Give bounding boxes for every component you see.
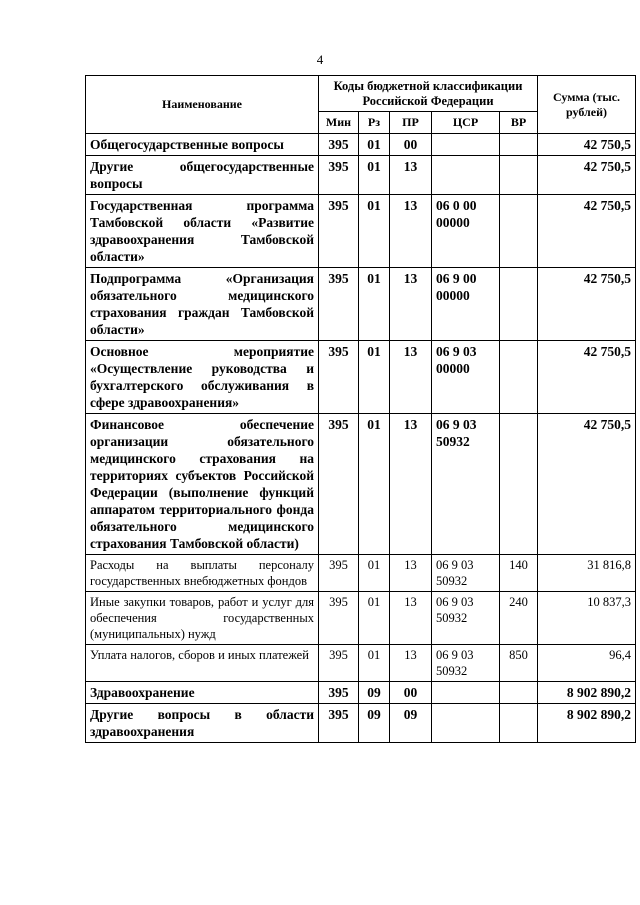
header-min: Мин [319,112,359,134]
cell-min: 395 [319,268,359,341]
cell-pr: 13 [390,268,432,341]
cell-name: Расходы на выплаты персоналу государственных внебюджетных фондов [86,555,319,592]
cell-min: 395 [319,682,359,704]
header-name: Наименование [86,76,319,134]
page-number: 4 [316,52,324,67]
cell-rz: 01 [359,341,390,414]
table-row [86,704,636,743]
cell-min: 395 [319,156,359,195]
cell-vr [500,682,538,704]
cell-min: 395 [319,134,359,156]
cell-csr [432,156,500,195]
cell-name: Другие вопросы в области здравоохранения [86,704,319,743]
cell-vr: 850 [500,645,538,682]
budget-table [85,75,636,743]
table-row [86,645,636,682]
table-body [86,134,636,743]
cell-csr: 06 9 03 00000 [432,341,500,414]
cell-csr [432,134,500,156]
cell-vr [500,134,538,156]
cell-rz: 01 [359,134,390,156]
cell-vr [500,156,538,195]
cell-csr: 06 9 03 50932 [432,645,500,682]
header-pr: ПР [390,112,432,134]
cell-sum: 42 750,5 [538,341,636,414]
cell-min: 395 [319,195,359,268]
cell-pr: 13 [390,555,432,592]
table-row [86,195,636,268]
cell-name: Уплата налогов, сборов и иных платежей [86,645,319,682]
cell-name: Подпрограмма «Организация обязательного медицинского страхования граждан Тамбовской области» [86,268,319,341]
cell-name: Финансовое обеспечение организации обязательного медицинского страхования на территориях субъектов Российской Федерации (выполнение функций аппаратом территориального фонда обязательного медицинского страхования Тамбовской области) [86,414,319,555]
cell-rz: 01 [359,414,390,555]
cell-csr [432,704,500,743]
cell-csr: 06 9 03 50932 [432,555,500,592]
table-row [86,341,636,414]
cell-vr [500,195,538,268]
cell-sum: 96,4 [538,645,636,682]
cell-vr: 240 [500,592,538,645]
cell-sum: 42 750,5 [538,414,636,555]
cell-vr [500,341,538,414]
table-row [86,682,636,704]
cell-sum: 31 816,8 [538,555,636,592]
cell-name: Основное мероприятие «Осуществление руководства и бухгалтерского обслуживания в сфере здравоохранения» [86,341,319,414]
table-row [86,555,636,592]
cell-min: 395 [319,645,359,682]
cell-rz: 09 [359,682,390,704]
cell-pr: 09 [390,704,432,743]
table-row [86,592,636,645]
cell-sum: 10 837,3 [538,592,636,645]
cell-sum: 8 902 890,2 [538,682,636,704]
cell-pr: 13 [390,341,432,414]
cell-vr [500,268,538,341]
header-sum: Сумма (тыс. рублей) [538,76,636,134]
cell-pr: 00 [390,134,432,156]
cell-pr: 00 [390,682,432,704]
cell-csr: 06 0 00 00000 [432,195,500,268]
cell-sum: 8 902 890,2 [538,704,636,743]
cell-name: Иные закупки товаров, работ и услуг для обеспечения государственных (муниципальных) нужд [86,592,319,645]
cell-pr: 13 [390,592,432,645]
cell-pr: 13 [390,414,432,555]
cell-name: Государственная программа Тамбовской области «Развитие здравоохранения Тамбовской области» [86,195,319,268]
cell-rz: 01 [359,195,390,268]
cell-rz: 01 [359,156,390,195]
cell-vr [500,414,538,555]
cell-sum: 42 750,5 [538,268,636,341]
table-row [86,134,636,156]
cell-csr: 06 9 03 50932 [432,414,500,555]
header-csr: ЦСР [432,112,500,134]
cell-rz: 01 [359,268,390,341]
cell-csr [432,682,500,704]
cell-name: Здравоохранение [86,682,319,704]
cell-sum: 42 750,5 [538,195,636,268]
cell-min: 395 [319,704,359,743]
table-row [86,414,636,555]
cell-vr: 140 [500,555,538,592]
cell-min: 395 [319,341,359,414]
cell-pr: 13 [390,195,432,268]
cell-vr [500,704,538,743]
cell-rz: 01 [359,555,390,592]
cell-name: Другие общегосударственные вопросы [86,156,319,195]
header-rz: Рз [359,112,390,134]
cell-pr: 13 [390,645,432,682]
table-row [86,268,636,341]
cell-min: 395 [319,592,359,645]
cell-rz: 01 [359,592,390,645]
cell-min: 395 [319,555,359,592]
cell-sum: 42 750,5 [538,134,636,156]
cell-min: 395 [319,414,359,555]
cell-name: Общегосударственные вопросы [86,134,319,156]
header-codes: Коды бюджетной классификации Российской Федерации [319,76,538,112]
cell-rz: 09 [359,704,390,743]
header-vr: ВР [500,112,538,134]
cell-csr: 06 9 00 00000 [432,268,500,341]
cell-rz: 01 [359,645,390,682]
cell-sum: 42 750,5 [538,156,636,195]
cell-csr: 06 9 03 50932 [432,592,500,645]
table-row [86,156,636,195]
cell-pr: 13 [390,156,432,195]
